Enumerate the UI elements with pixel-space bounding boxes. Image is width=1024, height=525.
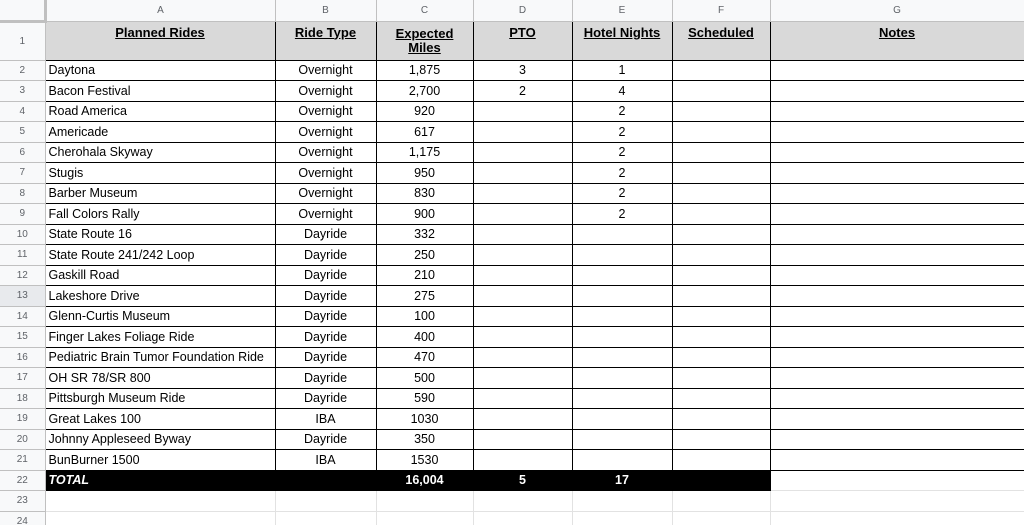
- row-header[interactable]: 4: [0, 101, 45, 122]
- cell-hotel-nights[interactable]: 2: [572, 122, 672, 143]
- cell-ride-type[interactable]: Dayride: [275, 245, 376, 266]
- cell-notes[interactable]: [770, 122, 1024, 143]
- cell-scheduled[interactable]: [672, 163, 770, 184]
- total-row: [0, 470, 1024, 491]
- column-header-g[interactable]: G: [770, 0, 1024, 21]
- empty-cell[interactable]: [376, 511, 473, 525]
- cell-ride-type[interactable]: Dayride: [275, 347, 376, 368]
- cell-notes[interactable]: [770, 245, 1024, 266]
- table-row: [0, 101, 1024, 122]
- row-header[interactable]: 7: [0, 163, 45, 184]
- header-expected-miles[interactable]: Expected Miles: [376, 21, 473, 60]
- empty-row: [0, 511, 1024, 525]
- cell-ride-type[interactable]: Dayride: [275, 224, 376, 245]
- cell-hotel-nights[interactable]: [572, 327, 672, 348]
- table-row: [0, 122, 1024, 143]
- row-header[interactable]: 20: [0, 429, 45, 450]
- cell-pto[interactable]: [473, 142, 572, 163]
- cell-planned-ride[interactable]: Glenn-Curtis Museum: [45, 306, 275, 327]
- cell-notes[interactable]: [770, 204, 1024, 225]
- row-header[interactable]: 3: [0, 81, 45, 102]
- cell-ride-type[interactable]: Dayride: [275, 388, 376, 409]
- cell-ride-type[interactable]: Overnight: [275, 60, 376, 81]
- cell-ride-type[interactable]: Dayride: [275, 368, 376, 389]
- cell-planned-ride[interactable]: Lakeshore Drive: [45, 286, 275, 307]
- cell-scheduled[interactable]: [672, 60, 770, 81]
- cell-pto[interactable]: [473, 368, 572, 389]
- cell-hotel-nights[interactable]: [572, 429, 672, 450]
- row-header[interactable]: 5: [0, 122, 45, 143]
- cell-scheduled[interactable]: [672, 286, 770, 307]
- header-ride-type[interactable]: Ride Type: [275, 21, 376, 60]
- cell-pto[interactable]: [473, 429, 572, 450]
- cell-pto[interactable]: [473, 388, 572, 409]
- column-header-c[interactable]: C: [376, 0, 473, 21]
- cell-hotel-nights[interactable]: 4: [572, 81, 672, 102]
- cell-scheduled[interactable]: [672, 81, 770, 102]
- row-header[interactable]: 11: [0, 245, 45, 266]
- cell-planned-ride[interactable]: Daytona: [45, 60, 275, 81]
- row-header[interactable]: 13: [0, 286, 45, 307]
- row-header[interactable]: 21: [0, 450, 45, 471]
- header-pto[interactable]: PTO: [473, 21, 572, 60]
- cell-scheduled[interactable]: [672, 122, 770, 143]
- cell-planned-ride[interactable]: Road America: [45, 101, 275, 122]
- cell-pto[interactable]: [473, 204, 572, 225]
- cell-notes[interactable]: [770, 409, 1024, 430]
- row-header[interactable]: 16: [0, 347, 45, 368]
- cell-hotel-nights[interactable]: 2: [572, 204, 672, 225]
- cell-expected-miles[interactable]: 470: [376, 347, 473, 368]
- cell-expected-miles[interactable]: 2,700: [376, 81, 473, 102]
- total-scheduled[interactable]: [672, 470, 770, 491]
- cell-hotel-nights[interactable]: 2: [572, 163, 672, 184]
- cell-expected-miles[interactable]: 830: [376, 183, 473, 204]
- column-header-f[interactable]: F: [672, 0, 770, 21]
- cell-expected-miles[interactable]: 900: [376, 204, 473, 225]
- cell-pto[interactable]: [473, 265, 572, 286]
- cell-hotel-nights[interactable]: [572, 388, 672, 409]
- cell-notes[interactable]: [770, 183, 1024, 204]
- table-row: [0, 286, 1024, 307]
- cell-expected-miles[interactable]: 210: [376, 265, 473, 286]
- table-row: [0, 183, 1024, 204]
- row-header[interactable]: 19: [0, 409, 45, 430]
- cell-ride-type[interactable]: Dayride: [275, 286, 376, 307]
- cell-expected-miles[interactable]: 1,875: [376, 60, 473, 81]
- cell-notes[interactable]: [770, 101, 1024, 122]
- table-row: [0, 142, 1024, 163]
- table-row: [0, 429, 1024, 450]
- table-row: [0, 163, 1024, 184]
- cell-pto[interactable]: [473, 450, 572, 471]
- cell-scheduled[interactable]: [672, 224, 770, 245]
- row-header[interactable]: 14: [0, 306, 45, 327]
- cell-expected-miles[interactable]: 100: [376, 306, 473, 327]
- cell-notes[interactable]: [770, 429, 1024, 450]
- cell-planned-ride[interactable]: State Route 241/242 Loop: [45, 245, 275, 266]
- cell-hotel-nights[interactable]: 2: [572, 142, 672, 163]
- empty-cell[interactable]: [572, 491, 672, 512]
- cell-pto[interactable]: [473, 306, 572, 327]
- cell-scheduled[interactable]: [672, 368, 770, 389]
- cell-scheduled[interactable]: [672, 204, 770, 225]
- row-header[interactable]: 2: [0, 60, 45, 81]
- total-miles[interactable]: 16,004: [376, 470, 473, 491]
- cell-pto[interactable]: [473, 347, 572, 368]
- cell-planned-ride[interactable]: Finger Lakes Foliage Ride: [45, 327, 275, 348]
- cell-ride-type[interactable]: Dayride: [275, 429, 376, 450]
- cell-ride-type[interactable]: Overnight: [275, 101, 376, 122]
- cell-planned-ride[interactable]: BunBurner 1500: [45, 450, 275, 471]
- cell-scheduled[interactable]: [672, 245, 770, 266]
- total-label[interactable]: TOTAL: [45, 470, 275, 491]
- cell-scheduled[interactable]: [672, 429, 770, 450]
- cell-notes[interactable]: [770, 142, 1024, 163]
- cell-planned-ride[interactable]: Barber Museum: [45, 183, 275, 204]
- cell-pto[interactable]: [473, 101, 572, 122]
- cell-hotel-nights[interactable]: [572, 347, 672, 368]
- cell-expected-miles[interactable]: 400: [376, 327, 473, 348]
- table-header-row: [0, 21, 1024, 60]
- cell-ride-type[interactable]: Dayride: [275, 327, 376, 348]
- cell-notes[interactable]: [770, 327, 1024, 348]
- empty-cell[interactable]: [770, 491, 1024, 512]
- cell-planned-ride[interactable]: Johnny Appleseed Byway: [45, 429, 275, 450]
- cell-notes[interactable]: [770, 286, 1024, 307]
- column-header-e[interactable]: E: [572, 0, 672, 21]
- cell-scheduled[interactable]: [672, 142, 770, 163]
- empty-row: [0, 491, 1024, 512]
- cell-pto[interactable]: 3: [473, 60, 572, 81]
- cell-ride-type[interactable]: Overnight: [275, 183, 376, 204]
- cell-notes[interactable]: [770, 306, 1024, 327]
- cell-scheduled[interactable]: [672, 388, 770, 409]
- row-header[interactable]: 15: [0, 327, 45, 348]
- cell-scheduled[interactable]: [672, 101, 770, 122]
- cell-scheduled[interactable]: [672, 450, 770, 471]
- cell-hotel-nights[interactable]: [572, 265, 672, 286]
- cell-pto[interactable]: [473, 224, 572, 245]
- cell-hotel-nights[interactable]: 1: [572, 60, 672, 81]
- cell-hotel-nights[interactable]: [572, 245, 672, 266]
- cell-scheduled[interactable]: [672, 265, 770, 286]
- row-header[interactable]: 6: [0, 142, 45, 163]
- header-scheduled[interactable]: Scheduled: [672, 21, 770, 60]
- cell-pto[interactable]: [473, 286, 572, 307]
- total-pto[interactable]: 5: [473, 470, 572, 491]
- cell-planned-ride[interactable]: Pediatric Brain Tumor Foundation Ride: [45, 347, 275, 368]
- empty-cell[interactable]: [45, 511, 275, 525]
- cell-pto[interactable]: [473, 327, 572, 348]
- cell-hotel-nights[interactable]: [572, 409, 672, 430]
- table-row: [0, 265, 1024, 286]
- cell-planned-ride[interactable]: Bacon Festival: [45, 81, 275, 102]
- cell-hotel-nights[interactable]: [572, 368, 672, 389]
- cell-scheduled[interactable]: [672, 409, 770, 430]
- column-header-b[interactable]: B: [275, 0, 376, 21]
- cell-notes[interactable]: [770, 224, 1024, 245]
- table-row: [0, 204, 1024, 225]
- table-row: [0, 224, 1024, 245]
- cell-pto[interactable]: [473, 122, 572, 143]
- cell-ride-type[interactable]: Overnight: [275, 142, 376, 163]
- table-row: [0, 306, 1024, 327]
- cell-ride-type[interactable]: IBA: [275, 450, 376, 471]
- empty-cell[interactable]: [45, 491, 275, 512]
- cell-notes[interactable]: [770, 81, 1024, 102]
- cell-ride-type[interactable]: Overnight: [275, 163, 376, 184]
- cell-pto[interactable]: [473, 183, 572, 204]
- cell-expected-miles[interactable]: 500: [376, 368, 473, 389]
- cell-planned-ride[interactable]: Great Lakes 100: [45, 409, 275, 430]
- cell-planned-ride[interactable]: Stugis: [45, 163, 275, 184]
- table-row: [0, 245, 1024, 266]
- cell-planned-ride[interactable]: Gaskill Road: [45, 265, 275, 286]
- cell-notes[interactable]: [770, 450, 1024, 471]
- row-header[interactable]: 17: [0, 368, 45, 389]
- cell-expected-miles[interactable]: 250: [376, 245, 473, 266]
- header-planned-rides[interactable]: Planned Rides: [45, 21, 275, 60]
- cell-planned-ride[interactable]: OH SR 78/SR 800: [45, 368, 275, 389]
- cell-planned-ride[interactable]: Cherohala Skyway: [45, 142, 275, 163]
- cell-planned-ride[interactable]: State Route 16: [45, 224, 275, 245]
- empty-cell[interactable]: [376, 491, 473, 512]
- empty-cell[interactable]: [672, 491, 770, 512]
- cell-hotel-nights[interactable]: [572, 450, 672, 471]
- cell-expected-miles[interactable]: 617: [376, 122, 473, 143]
- select-all-corner[interactable]: [0, 0, 45, 21]
- row-header[interactable]: 10: [0, 224, 45, 245]
- cell-planned-ride[interactable]: Pittsburgh Museum Ride: [45, 388, 275, 409]
- cell-notes[interactable]: [770, 347, 1024, 368]
- total-notes[interactable]: [770, 470, 1024, 491]
- cell-scheduled[interactable]: [672, 183, 770, 204]
- cell-hotel-nights[interactable]: 2: [572, 183, 672, 204]
- cell-expected-miles[interactable]: 350: [376, 429, 473, 450]
- cell-notes[interactable]: [770, 163, 1024, 184]
- table-row: [0, 450, 1024, 471]
- cell-scheduled[interactable]: [672, 306, 770, 327]
- row-header[interactable]: 8: [0, 183, 45, 204]
- cell-hotel-nights[interactable]: 2: [572, 101, 672, 122]
- cell-expected-miles[interactable]: 275: [376, 286, 473, 307]
- cell-ride-type[interactable]: Dayride: [275, 265, 376, 286]
- row-header[interactable]: 23: [0, 491, 45, 512]
- total-ride-type[interactable]: [275, 470, 376, 491]
- empty-cell[interactable]: [275, 491, 376, 512]
- header-hotel-nights[interactable]: Hotel Nights: [572, 21, 672, 60]
- cell-notes[interactable]: [770, 265, 1024, 286]
- empty-cell[interactable]: [672, 511, 770, 525]
- cell-hotel-nights[interactable]: [572, 286, 672, 307]
- cell-ride-type[interactable]: IBA: [275, 409, 376, 430]
- cell-scheduled[interactable]: [672, 347, 770, 368]
- cell-pto[interactable]: [473, 163, 572, 184]
- cell-notes[interactable]: [770, 368, 1024, 389]
- empty-cell[interactable]: [572, 511, 672, 525]
- column-header-d[interactable]: D: [473, 0, 572, 21]
- cell-notes[interactable]: [770, 388, 1024, 409]
- row-header[interactable]: 24: [0, 511, 45, 525]
- empty-cell[interactable]: [275, 511, 376, 525]
- row-header[interactable]: 12: [0, 265, 45, 286]
- cell-expected-miles[interactable]: 1530: [376, 450, 473, 471]
- empty-cell[interactable]: [473, 511, 572, 525]
- table-row: [0, 347, 1024, 368]
- cell-expected-miles[interactable]: 590: [376, 388, 473, 409]
- row-header[interactable]: 22: [0, 470, 45, 491]
- cell-scheduled[interactable]: [672, 327, 770, 348]
- table-row: [0, 81, 1024, 102]
- cell-planned-ride[interactable]: Americade: [45, 122, 275, 143]
- cell-pto[interactable]: 2: [473, 81, 572, 102]
- cell-expected-miles[interactable]: 920: [376, 101, 473, 122]
- cell-notes[interactable]: [770, 60, 1024, 81]
- cell-expected-miles[interactable]: 1,175: [376, 142, 473, 163]
- empty-cell[interactable]: [473, 491, 572, 512]
- column-header-row: [0, 0, 1024, 21]
- row-header[interactable]: 18: [0, 388, 45, 409]
- cell-expected-miles[interactable]: 950: [376, 163, 473, 184]
- cell-planned-ride[interactable]: Fall Colors Rally: [45, 204, 275, 225]
- table-row: [0, 327, 1024, 348]
- cell-ride-type[interactable]: Overnight: [275, 81, 376, 102]
- column-header-a[interactable]: A: [45, 0, 275, 21]
- row-header[interactable]: 1: [0, 21, 45, 60]
- cell-expected-miles[interactable]: 1030: [376, 409, 473, 430]
- cell-hotel-nights[interactable]: [572, 306, 672, 327]
- table-row: [0, 388, 1024, 409]
- table-row: [0, 368, 1024, 389]
- table-row: [0, 60, 1024, 81]
- cell-ride-type[interactable]: Overnight: [275, 122, 376, 143]
- table-row: [0, 409, 1024, 430]
- cell-pto[interactable]: [473, 409, 572, 430]
- row-header[interactable]: 9: [0, 204, 45, 225]
- header-notes[interactable]: Notes: [770, 21, 1024, 60]
- cell-hotel-nights[interactable]: [572, 224, 672, 245]
- cell-pto[interactable]: [473, 245, 572, 266]
- empty-cell[interactable]: [770, 511, 1024, 525]
- cell-expected-miles[interactable]: 332: [376, 224, 473, 245]
- cell-ride-type[interactable]: Overnight: [275, 204, 376, 225]
- cell-ride-type[interactable]: Dayride: [275, 306, 376, 327]
- total-hotel-nights[interactable]: 17: [572, 470, 672, 491]
